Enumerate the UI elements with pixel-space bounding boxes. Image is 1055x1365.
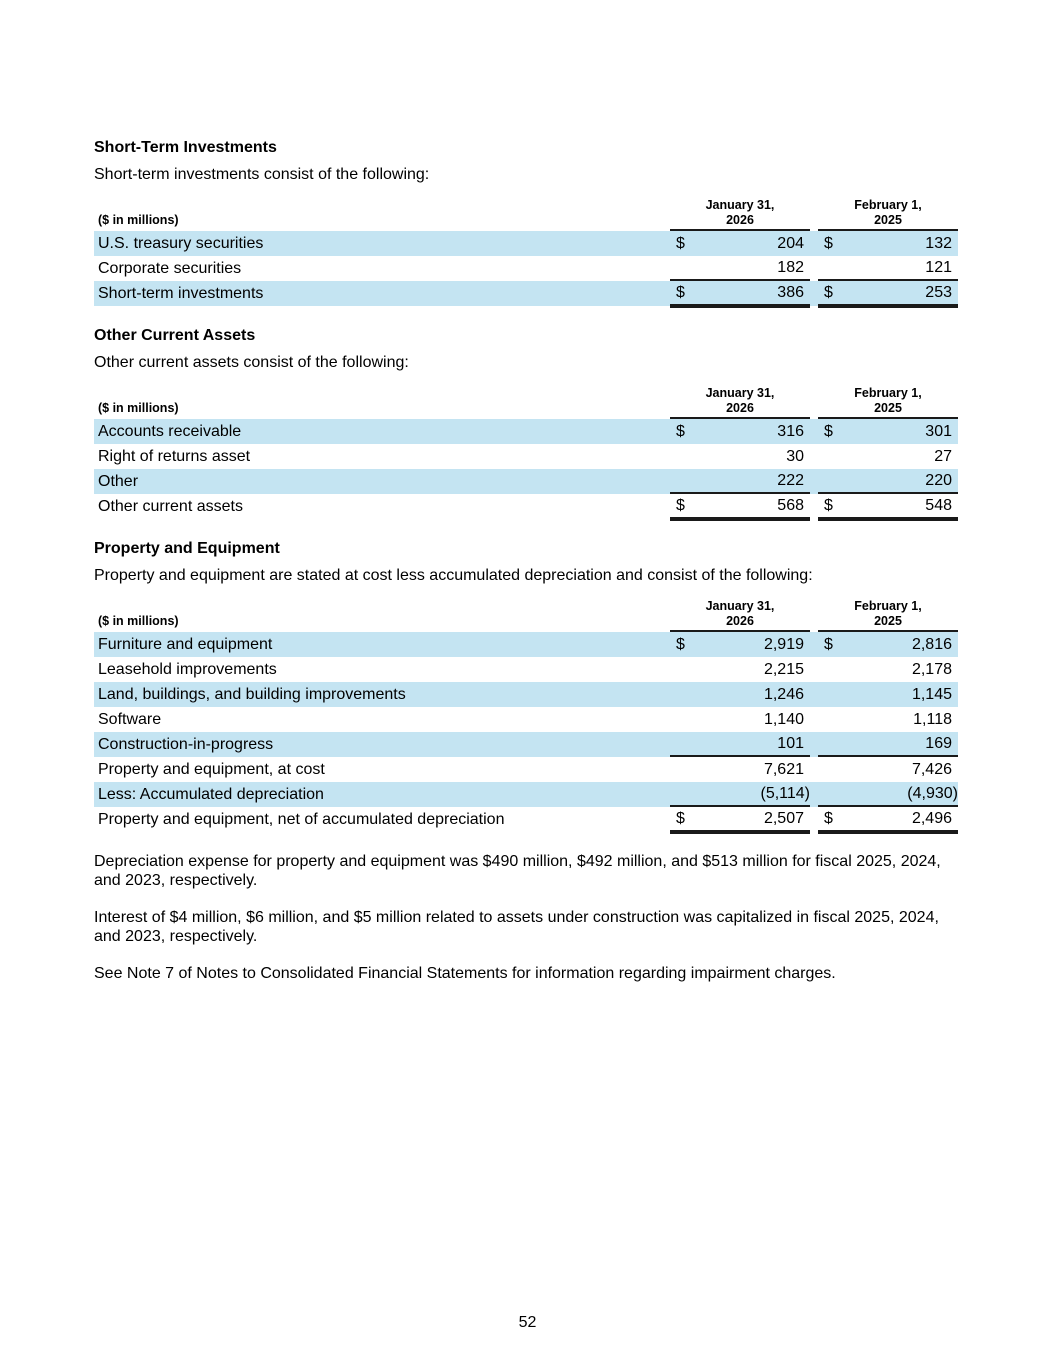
column-gap xyxy=(810,782,818,807)
row-label: Property and equipment, at cost xyxy=(98,761,325,778)
cell-2025 xyxy=(818,657,958,682)
value-2025: 2,816 xyxy=(911,636,952,653)
dollar-sign xyxy=(818,469,824,492)
row-label: Right of returns asset xyxy=(98,448,251,465)
cell-2026 xyxy=(670,657,810,682)
dollar-sign xyxy=(670,469,676,492)
value-2025: 27 xyxy=(934,448,952,465)
dollar-sign xyxy=(670,757,676,782)
dollar-sign: $ xyxy=(676,497,685,514)
row-label: Corporate securities xyxy=(98,260,242,277)
column-gap xyxy=(810,682,818,707)
table-row xyxy=(94,757,958,782)
column-gap xyxy=(810,281,818,306)
row-label: Short-term investments xyxy=(98,285,264,302)
cell-2026 xyxy=(670,494,810,519)
row-label: Property and equipment, net of accumulated depreciation xyxy=(98,811,505,828)
unit-label: ($ in millions) xyxy=(98,614,179,628)
cell-2026 xyxy=(670,632,810,657)
cell-2026 xyxy=(670,256,810,281)
section-heading: Other Current Assets xyxy=(94,327,256,344)
cell-2026 xyxy=(670,807,810,832)
table-row xyxy=(94,732,958,757)
section-intro: Other current assets consist of the following: xyxy=(94,354,409,371)
value-2026: 2,919 xyxy=(763,636,804,653)
cell-2026 xyxy=(670,757,810,782)
section-heading: Property and Equipment xyxy=(94,540,280,557)
cell-2025 xyxy=(818,807,958,832)
row-label: Less: Accumulated depreciation xyxy=(98,786,324,803)
dollar-sign: $ xyxy=(676,423,685,440)
short-term-investments-table xyxy=(94,198,958,306)
column-gap xyxy=(810,632,818,657)
cell-2025 xyxy=(818,469,958,494)
row-label: Construction-in-progress xyxy=(98,736,274,753)
cell-2026 xyxy=(670,469,810,494)
value-2025: 169 xyxy=(925,735,952,752)
dollar-sign xyxy=(670,707,676,732)
section-intro: Property and equipment are stated at cost less accumulated depreciation and consist of the following: xyxy=(94,567,813,584)
row-label: Other xyxy=(98,473,139,490)
value-2025: 132 xyxy=(925,235,952,252)
column-header-line1: January 31, xyxy=(705,386,775,400)
table-row xyxy=(94,231,958,256)
dollar-sign xyxy=(818,682,824,707)
column-header-line2: 2025 xyxy=(874,401,902,415)
row-label: Land, buildings, and building improvements xyxy=(98,686,406,703)
column-header-line1: February 1, xyxy=(854,599,922,613)
note-paragraph: See Note 7 of Notes to Consolidated Financial Statements for information regarding impairment charges. xyxy=(94,965,836,982)
value-2025: 548 xyxy=(925,497,952,514)
value-2025: 220 xyxy=(925,472,952,489)
row-label: Software xyxy=(98,711,162,728)
row-label: Furniture and equipment xyxy=(98,636,273,653)
value-2025: 301 xyxy=(925,423,952,440)
cell-2025 xyxy=(818,632,958,657)
column-gap xyxy=(810,807,818,832)
column-gap xyxy=(810,732,818,757)
dollar-sign xyxy=(818,782,824,805)
dollar-sign: $ xyxy=(824,284,833,301)
cell-2026 xyxy=(670,732,810,757)
value-2026: 182 xyxy=(777,259,804,276)
dollar-sign xyxy=(818,732,824,755)
dollar-sign xyxy=(670,256,676,279)
cell-2026 xyxy=(670,231,810,256)
value-2026: 30 xyxy=(786,448,804,465)
dollar-sign xyxy=(670,782,676,805)
dollar-sign: $ xyxy=(676,810,685,827)
table-row xyxy=(94,419,958,444)
value-2026: 568 xyxy=(777,497,804,514)
column-header-line2: 2025 xyxy=(874,614,902,628)
table-total-row xyxy=(94,494,958,519)
dollar-sign xyxy=(818,757,824,782)
notes-block xyxy=(94,852,958,983)
column-header-2026 xyxy=(670,198,810,231)
dollar-sign xyxy=(818,707,824,732)
value-2026: 2,507 xyxy=(763,810,804,827)
value-2025: 2,178 xyxy=(911,661,952,678)
cell-2025 xyxy=(818,757,958,782)
dollar-sign: $ xyxy=(676,284,685,301)
column-header-line2: 2026 xyxy=(726,213,754,227)
cell-2025 xyxy=(818,494,958,519)
dollar-sign xyxy=(818,256,824,279)
cell-2025 xyxy=(818,281,958,306)
row-label: Leasehold improvements xyxy=(98,661,277,678)
column-header-2025 xyxy=(818,599,958,632)
value-2026: 222 xyxy=(777,472,804,489)
column-header-line2: 2026 xyxy=(726,614,754,628)
page-content xyxy=(94,138,958,1001)
unit-label: ($ in millions) xyxy=(98,213,179,227)
cell-2025 xyxy=(818,444,958,469)
cell-2025 xyxy=(818,782,958,807)
cell-2026 xyxy=(670,444,810,469)
column-header-2026 xyxy=(670,599,810,632)
value-2025: 1,145 xyxy=(911,686,952,703)
dollar-sign: $ xyxy=(824,636,833,653)
cell-2025 xyxy=(818,231,958,256)
section-short-term-investments xyxy=(94,138,958,306)
table-header-row xyxy=(94,599,958,632)
value-2025: 2,496 xyxy=(911,810,952,827)
table-row xyxy=(94,782,958,807)
column-gap xyxy=(810,231,818,256)
cell-2026 xyxy=(670,682,810,707)
section-intro: Short-term investments consist of the following: xyxy=(94,166,430,183)
note-paragraph: Depreciation expense for property and equipment was $490 million, $492 million, and $513 million for fiscal 2025, 2024, and 2023, respectively. xyxy=(94,853,941,889)
column-header-2026 xyxy=(670,386,810,419)
column-gap xyxy=(810,494,818,519)
unit-label: ($ in millions) xyxy=(98,401,179,415)
dollar-sign xyxy=(670,444,676,469)
value-2026: 316 xyxy=(777,423,804,440)
dollar-sign: $ xyxy=(824,497,833,514)
column-header-line1: February 1, xyxy=(854,198,922,212)
value-2026: 204 xyxy=(777,235,804,252)
dollar-sign: $ xyxy=(824,810,833,827)
value-2026: 1,246 xyxy=(763,686,804,703)
column-header-line2: 2025 xyxy=(874,213,902,227)
value-2026: 101 xyxy=(777,735,804,752)
cell-2026 xyxy=(670,782,810,807)
table-row xyxy=(94,632,958,657)
value-2026: 386 xyxy=(777,284,804,301)
value-2025: 253 xyxy=(925,284,952,301)
table-total-row xyxy=(94,281,958,306)
row-label: Other current assets xyxy=(98,498,243,515)
dollar-sign: $ xyxy=(824,423,833,440)
value-2026: 7,621 xyxy=(763,761,804,778)
column-header-2025 xyxy=(818,198,958,231)
column-header-line1: January 31, xyxy=(705,599,775,613)
column-header-line1: February 1, xyxy=(854,386,922,400)
dollar-sign xyxy=(670,732,676,755)
column-gap xyxy=(810,419,818,444)
value-2026: 1,140 xyxy=(763,711,804,728)
column-header-line2: 2026 xyxy=(726,401,754,415)
dollar-sign xyxy=(818,444,824,469)
value-2025: 121 xyxy=(925,259,952,276)
cell-2025 xyxy=(818,256,958,281)
table-row xyxy=(94,444,958,469)
value-2026: 2,215 xyxy=(763,661,804,678)
column-header-line1: January 31, xyxy=(705,198,775,212)
table-row xyxy=(94,707,958,732)
cell-2025 xyxy=(818,732,958,757)
cell-2026 xyxy=(670,707,810,732)
section-heading: Short-Term Investments xyxy=(94,139,277,156)
page-number: 52 xyxy=(518,1314,537,1331)
dollar-sign xyxy=(818,657,824,682)
cell-2025 xyxy=(818,707,958,732)
table-row xyxy=(94,657,958,682)
table-total-row xyxy=(94,807,958,832)
column-gap xyxy=(810,657,818,682)
other-current-assets-table xyxy=(94,386,958,519)
table-header-row xyxy=(94,198,958,231)
dollar-sign xyxy=(670,657,676,682)
property-and-equipment-table xyxy=(94,599,958,832)
row-label: U.S. treasury securities xyxy=(98,235,264,252)
dollar-sign: $ xyxy=(676,235,685,252)
table-row xyxy=(94,469,958,494)
row-label: Accounts receivable xyxy=(98,423,242,440)
note-paragraph: Interest of $4 million, $6 million, and $5 million related to assets under construction was capitalized in fiscal 2025, 2024, and 2023, respectively. xyxy=(94,909,939,945)
value-2025: 7,426 xyxy=(911,761,952,778)
value-2025: 1,118 xyxy=(913,711,952,728)
column-gap xyxy=(810,469,818,494)
cell-2025 xyxy=(818,682,958,707)
section-property-and-equipment xyxy=(94,539,958,832)
table-row xyxy=(94,682,958,707)
table-header-row xyxy=(94,386,958,419)
cell-2025 xyxy=(818,419,958,444)
column-header-2025 xyxy=(818,386,958,419)
value-2026: (5,114) xyxy=(760,785,810,802)
dollar-sign: $ xyxy=(824,235,833,252)
section-other-current-assets xyxy=(94,326,958,519)
value-2025: (4,930) xyxy=(907,785,958,802)
column-gap xyxy=(810,444,818,469)
table-row xyxy=(94,256,958,281)
column-gap xyxy=(810,256,818,281)
dollar-sign xyxy=(670,682,676,707)
cell-2026 xyxy=(670,281,810,306)
column-gap xyxy=(810,757,818,782)
cell-2026 xyxy=(670,419,810,444)
column-gap xyxy=(810,707,818,732)
dollar-sign: $ xyxy=(676,636,685,653)
